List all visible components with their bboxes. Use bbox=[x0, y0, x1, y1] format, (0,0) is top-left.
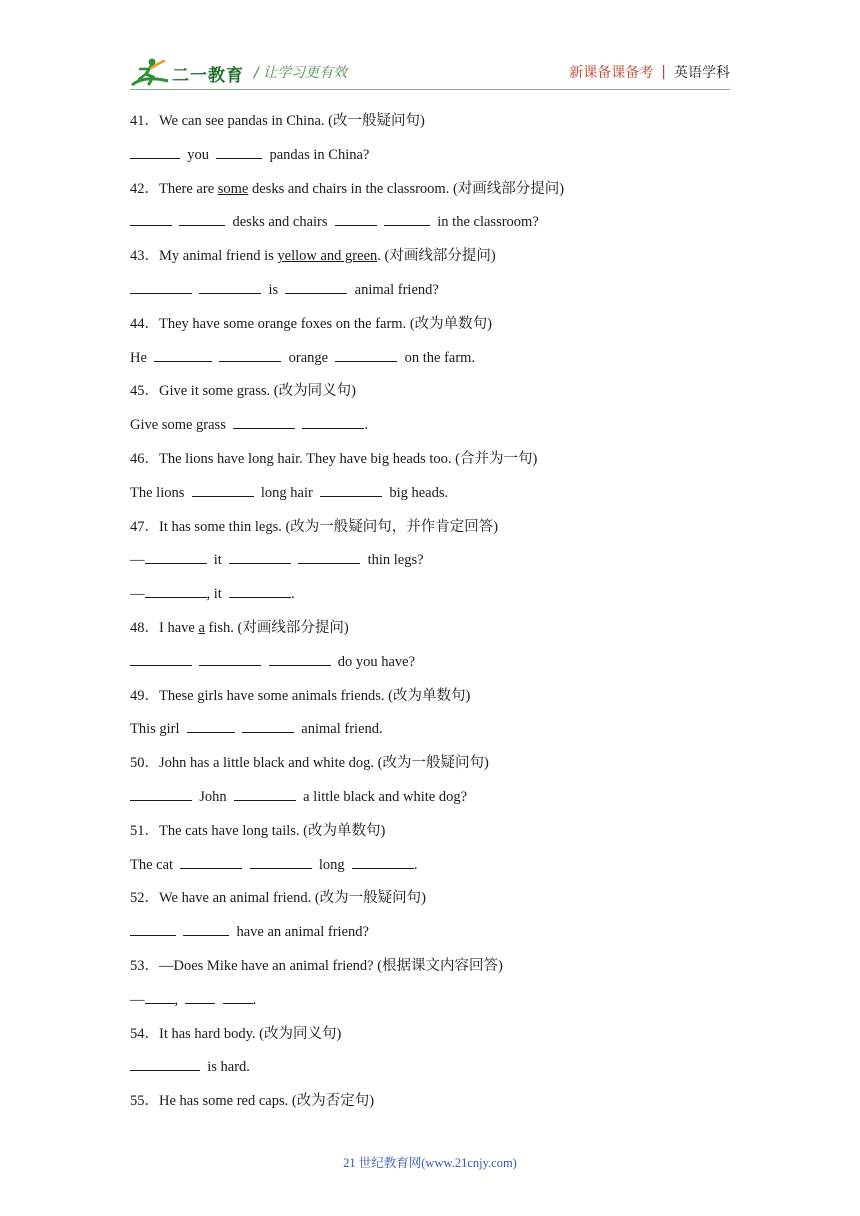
line-text: 50．John has a little black and white dog. (改为一般疑问句) bbox=[130, 755, 489, 772]
line-text: . bbox=[291, 586, 295, 603]
answer-blank[interactable] bbox=[145, 548, 207, 564]
answer-line-a47a bbox=[130, 547, 730, 581]
answer-blank[interactable] bbox=[145, 582, 207, 598]
line-text: long hair bbox=[253, 484, 321, 501]
answer-blank[interactable] bbox=[335, 210, 377, 226]
answer-line-a53 bbox=[130, 987, 730, 1021]
answer-blank[interactable] bbox=[219, 346, 281, 362]
question-line-q45 bbox=[130, 378, 730, 412]
underlined-word: yellow and green bbox=[277, 248, 378, 265]
line-text: big heads. bbox=[382, 484, 449, 501]
header-divider bbox=[130, 89, 730, 90]
slogan: / 让学习更有效 bbox=[254, 65, 348, 81]
answer-line-a52 bbox=[130, 919, 730, 953]
line-text: , it bbox=[206, 586, 230, 603]
answer-blank[interactable] bbox=[130, 210, 172, 226]
underlined-word: some bbox=[217, 180, 249, 197]
question-line-q50 bbox=[130, 750, 730, 784]
line-text: . bbox=[364, 417, 368, 434]
answer-blank[interactable] bbox=[180, 853, 242, 869]
line-text: . bbox=[252, 991, 257, 1008]
line-text: in the classroom? bbox=[430, 214, 539, 231]
line-text: is hard. bbox=[200, 1059, 250, 1076]
exercise-list bbox=[130, 108, 730, 1122]
answer-line-a42 bbox=[130, 209, 730, 243]
line-text: 53．—Does Mike have an animal friend? (根据课文内容回答) bbox=[130, 957, 503, 974]
line-text: orange bbox=[281, 349, 336, 366]
line-text: 48．I have bbox=[130, 619, 199, 636]
answer-line-a46 bbox=[130, 480, 730, 514]
question-line-q55 bbox=[130, 1088, 730, 1122]
answer-blank[interactable] bbox=[285, 278, 347, 294]
answer-blank[interactable] bbox=[130, 278, 192, 294]
question-line-q44 bbox=[130, 311, 730, 345]
answer-blank[interactable] bbox=[234, 785, 296, 801]
line-text: you bbox=[180, 146, 217, 163]
line-text: have an animal friend? bbox=[229, 924, 369, 941]
answer-line-a54 bbox=[130, 1054, 730, 1088]
line-text: a little black and white dog? bbox=[295, 788, 468, 805]
answer-blank[interactable] bbox=[320, 481, 382, 497]
line-text: 49．These girls have some animals friends. (改为单数句) bbox=[130, 687, 471, 704]
answer-blank[interactable] bbox=[352, 853, 414, 869]
answer-line-a43 bbox=[130, 277, 730, 311]
line-text: 46．The lions have long hair. They have big heads too. (合并为一句) bbox=[130, 450, 538, 467]
line-text: 55．He has some red caps. (改为否定句) bbox=[130, 1093, 375, 1110]
line-text bbox=[212, 350, 219, 366]
line-text: This girl bbox=[130, 721, 187, 738]
answer-blank[interactable] bbox=[384, 210, 430, 226]
line-text: desks and chairs in the classroom. (对画线部分提问) bbox=[248, 180, 565, 197]
line-text: 54．It has hard body. (改为同义句) bbox=[130, 1025, 342, 1042]
line-text bbox=[176, 924, 183, 940]
line-text bbox=[172, 214, 179, 230]
line-text: 45．Give it some grass. (改为同义句) bbox=[130, 383, 356, 400]
line-text: , bbox=[174, 991, 186, 1008]
line-text: it bbox=[206, 552, 230, 569]
logo-text: 二一教育 bbox=[172, 65, 244, 86]
line-text: 47．It has some thin legs. (改为一般疑问句，并作肯定回答) bbox=[130, 518, 499, 535]
answer-blank[interactable] bbox=[229, 548, 291, 564]
answer-line-a44 bbox=[130, 345, 730, 379]
question-line-q46 bbox=[130, 446, 730, 480]
line-text: Give some grass bbox=[130, 417, 234, 434]
subject-tags bbox=[569, 62, 730, 82]
line-text: . (对画线部分提问) bbox=[377, 248, 496, 265]
answer-blank[interactable] bbox=[185, 988, 215, 1004]
answer-blank[interactable] bbox=[269, 650, 331, 666]
question-line-q49 bbox=[130, 683, 730, 717]
answer-blank[interactable] bbox=[223, 988, 253, 1004]
line-text: thin legs? bbox=[360, 552, 424, 569]
question-line-q54 bbox=[130, 1021, 730, 1055]
line-text: 41．We can see pandas in China. (改一般疑问句) bbox=[130, 113, 425, 129]
answer-blank[interactable] bbox=[130, 650, 192, 666]
tag-subject: 英语学科 bbox=[674, 65, 730, 81]
question-line-q52 bbox=[130, 885, 730, 919]
line-text: The lions bbox=[130, 484, 192, 501]
answer-line-a48 bbox=[130, 649, 730, 683]
answer-line-a47b bbox=[130, 581, 730, 615]
line-text bbox=[377, 214, 384, 230]
line-text: do you have? bbox=[330, 653, 416, 670]
line-text: — bbox=[130, 586, 145, 603]
line-text: 51．The cats have long tails. (改为单数句) bbox=[130, 822, 386, 839]
question-line-q51 bbox=[130, 818, 730, 852]
answer-blank[interactable] bbox=[130, 143, 180, 159]
line-text: . bbox=[413, 856, 418, 873]
answer-line-a45 bbox=[130, 412, 730, 446]
line-text: 44．They have some orange foxes on the farm. (改为单数句) bbox=[130, 315, 492, 332]
answer-blank[interactable] bbox=[192, 481, 254, 497]
page-footer: 21 世纪教育网(www.21cnjy.com) bbox=[343, 1156, 517, 1170]
answer-blank[interactable] bbox=[229, 582, 291, 598]
answer-blank[interactable] bbox=[199, 278, 261, 294]
line-text: 42．There are bbox=[130, 180, 218, 197]
line-text bbox=[235, 721, 242, 737]
line-text bbox=[215, 992, 222, 1008]
question-line-q47 bbox=[130, 514, 730, 548]
answer-line-a49 bbox=[130, 716, 730, 750]
line-text bbox=[242, 857, 249, 873]
question-line-q48 bbox=[130, 615, 730, 649]
line-text: He bbox=[130, 349, 155, 366]
answer-line-a50 bbox=[130, 784, 730, 818]
answer-blank[interactable] bbox=[242, 717, 294, 733]
line-text: on the farm. bbox=[397, 349, 476, 366]
line-text: animal friend? bbox=[347, 281, 439, 298]
answer-blank[interactable] bbox=[183, 920, 229, 936]
answer-line-a51 bbox=[130, 852, 730, 886]
question-line-q41 bbox=[130, 108, 730, 142]
question-line-q43 bbox=[130, 243, 730, 277]
line-text bbox=[291, 552, 298, 568]
line-text: — bbox=[130, 552, 145, 569]
answer-blank[interactable] bbox=[154, 346, 212, 362]
question-line-q42 bbox=[130, 176, 730, 210]
answer-line-a41 bbox=[130, 142, 730, 176]
answer-blank[interactable] bbox=[233, 413, 295, 429]
answer-blank[interactable] bbox=[250, 853, 312, 869]
tag-separator: | bbox=[661, 64, 666, 80]
line-text: fish. (对画线部分提问) bbox=[204, 619, 349, 636]
page-header bbox=[130, 55, 730, 95]
line-text: is bbox=[261, 281, 286, 298]
underlined-word: a bbox=[198, 619, 205, 636]
answer-blank[interactable] bbox=[187, 717, 235, 733]
answer-blank[interactable] bbox=[302, 413, 364, 429]
answer-blank[interactable] bbox=[179, 210, 225, 226]
answer-blank[interactable] bbox=[130, 1055, 200, 1071]
answer-blank[interactable] bbox=[130, 785, 192, 801]
answer-blank[interactable] bbox=[145, 988, 175, 1004]
answer-blank[interactable] bbox=[216, 143, 262, 159]
line-text: pandas in China? bbox=[262, 146, 370, 163]
line-text bbox=[192, 654, 199, 670]
line-text: animal friend. bbox=[294, 721, 383, 738]
line-text bbox=[192, 282, 199, 298]
line-text: desks and chairs bbox=[225, 214, 335, 231]
line-text: long bbox=[311, 856, 352, 873]
line-text: John bbox=[192, 788, 234, 805]
question-line-q53 bbox=[130, 953, 730, 987]
runner-logo-icon bbox=[130, 57, 170, 89]
answer-blank[interactable] bbox=[298, 548, 360, 564]
answer-blank[interactable] bbox=[199, 650, 261, 666]
answer-blank[interactable] bbox=[335, 346, 397, 362]
line-text: 43．My animal friend is bbox=[130, 248, 278, 265]
brand-logo bbox=[130, 57, 244, 89]
line-text bbox=[261, 654, 268, 670]
line-text: 52．We have an animal friend. (改为一般疑问句) bbox=[130, 890, 427, 907]
line-text: The cat bbox=[130, 856, 181, 873]
answer-blank[interactable] bbox=[130, 920, 176, 936]
tag-course-prep: 新课备课备考 bbox=[569, 65, 654, 81]
line-text: — bbox=[130, 991, 145, 1008]
line-text bbox=[295, 417, 302, 433]
